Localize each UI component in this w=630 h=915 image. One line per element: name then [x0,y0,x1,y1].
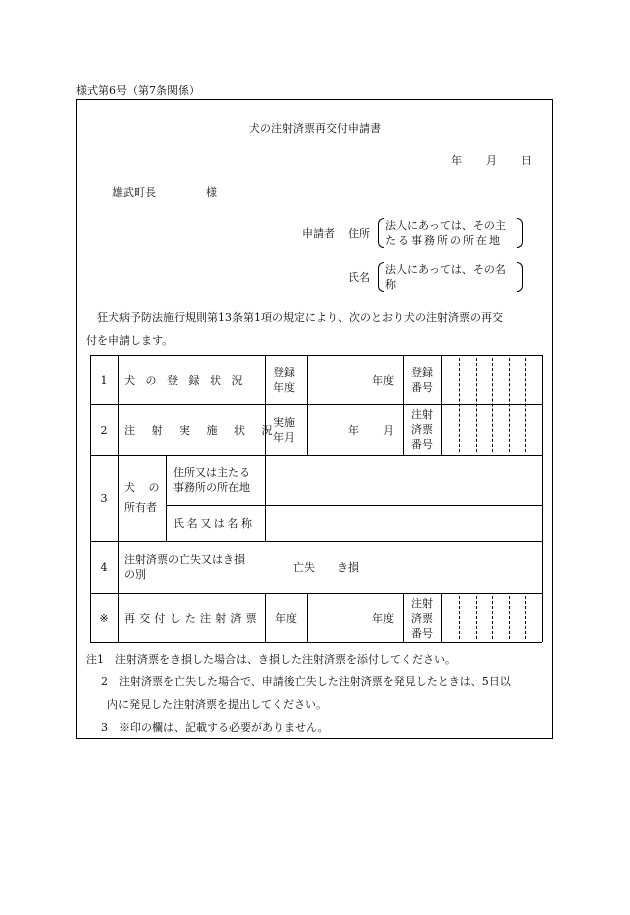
year-unit: 年 [348,424,359,437]
loss-damage-label-1: 注射済票の亡失又はき損 [124,553,245,566]
tag-number-label-1: 注射 [411,408,433,421]
table-border-right [542,355,543,642]
number-box-divider [492,358,493,452]
number-box-divider [459,596,460,639]
table-col-divider [265,355,266,455]
option-lost: 亡失 [293,561,315,574]
table-border-top [90,355,542,356]
table-col-divider [403,355,404,455]
table-col-divider [441,593,442,642]
name-note-line2: 称 [385,278,396,291]
table-border-bottom [90,642,542,643]
row-number: 4 [100,561,108,574]
month-unit: 月 [383,424,394,437]
note-2-line1: 2 注射済票を亡失した場合で、申請後亡失した注射済票を発見したときは、5日以 [101,675,511,688]
address-note-line2: たる事務所の所在地 [385,234,502,247]
body-line1: 狂犬病予防法施行規則第13条第1項の規定により、次のとおり犬の注射済票の再交 [97,311,503,324]
note-2-line2: 内に発見した注射済票を提出してください。 [107,698,327,711]
number-box-divider [476,358,477,452]
address-label: 住所 [348,227,370,240]
injection-date-label-2: 年月 [273,431,295,444]
page-title: 犬の注射済票再交付申請書 [249,122,381,135]
row-number: 3 [100,492,108,505]
number-box-divider [525,596,526,639]
number-box-divider [459,358,460,452]
option-damaged: き損 [337,561,359,574]
number-box-divider [476,596,477,639]
body-line2: 付を申請します。 [86,334,174,347]
number-box-divider [492,596,493,639]
row-number: 1 [100,374,108,387]
table-row-divider [90,404,542,405]
table-col-divider [166,455,167,541]
name-note-line1: 法人にあっては、その名 [385,263,506,276]
applicant-label: 申請者 [302,227,335,240]
reissued-year-label: 年度 [275,612,297,625]
table-row-divider [90,541,542,542]
owner-name-label: 氏名又は名称 [173,517,255,530]
number-box-divider [509,596,510,639]
name-label: 氏名 [348,271,370,284]
table-col-divider [403,593,404,642]
table-col-divider [265,593,266,642]
table-row-divider [90,455,542,456]
name-bracket-right [517,262,523,292]
row-label-registration-status: 犬 の 登 録 状 況 [124,374,246,387]
owner-address-label-2: 事務所の所在地 [173,481,250,494]
reissued-number-label-1: 注射 [411,597,433,610]
date-day-label: 日 [521,154,532,167]
fiscal-year-unit: 年度 [372,374,394,387]
tag-number-label-3: 番号 [411,438,433,451]
reissued-year-unit: 年度 [372,612,394,625]
row-label-injection-status: 注 射 実 施 状 況 [124,424,279,437]
owner-address-label-1: 住所又は主たる [173,466,250,479]
row-number: 2 [100,424,108,437]
reissued-tag-label: 再交付した注射済票 [124,612,261,625]
registration-year-label-1: 登録 [273,366,295,379]
name-bracket-left [378,262,384,292]
note-3: 3 ※印の欄は、記載する必要がありません。 [101,721,329,734]
table-col-divider [265,455,266,541]
owner-label-2: 所有者 [124,501,157,514]
table-row-divider [90,593,542,594]
table-col-divider [118,355,119,642]
number-box-divider [525,358,526,452]
number-box-divider [509,358,510,452]
registration-number-label-2: 番号 [411,381,433,394]
loss-damage-label-2: の別 [124,568,146,581]
tag-number-label-2: 済票 [411,423,433,436]
injection-date-label-1: 実施 [273,416,295,429]
address-bracket-right [517,218,523,248]
address-bracket-left [378,218,384,248]
table-col-divider [441,355,442,455]
note-1: 注1 注射済票をき損した場合は、き損した注射済票を添付してください。 [86,653,456,666]
date-year-label: 年 [451,154,462,167]
reissued-number-label-3: 番号 [411,627,433,640]
table-row-divider [166,505,542,506]
address-note-line1: 法人にあっては、その主 [385,219,506,232]
row-number-mark: ※ [99,612,109,625]
addressee-honorific: 様 [206,186,217,199]
owner-label-1: 犬 の [124,481,165,494]
form-number: 様式第6号（第7条関係） [76,84,200,97]
table-col-divider [307,593,308,642]
registration-year-label-2: 年度 [273,381,295,394]
table-col-divider [307,355,308,455]
addressee-name: 雄武町長 [112,186,156,199]
date-month-label: 月 [486,154,497,167]
reissued-number-label-2: 済票 [411,612,433,625]
registration-number-label-1: 登録 [411,366,433,379]
